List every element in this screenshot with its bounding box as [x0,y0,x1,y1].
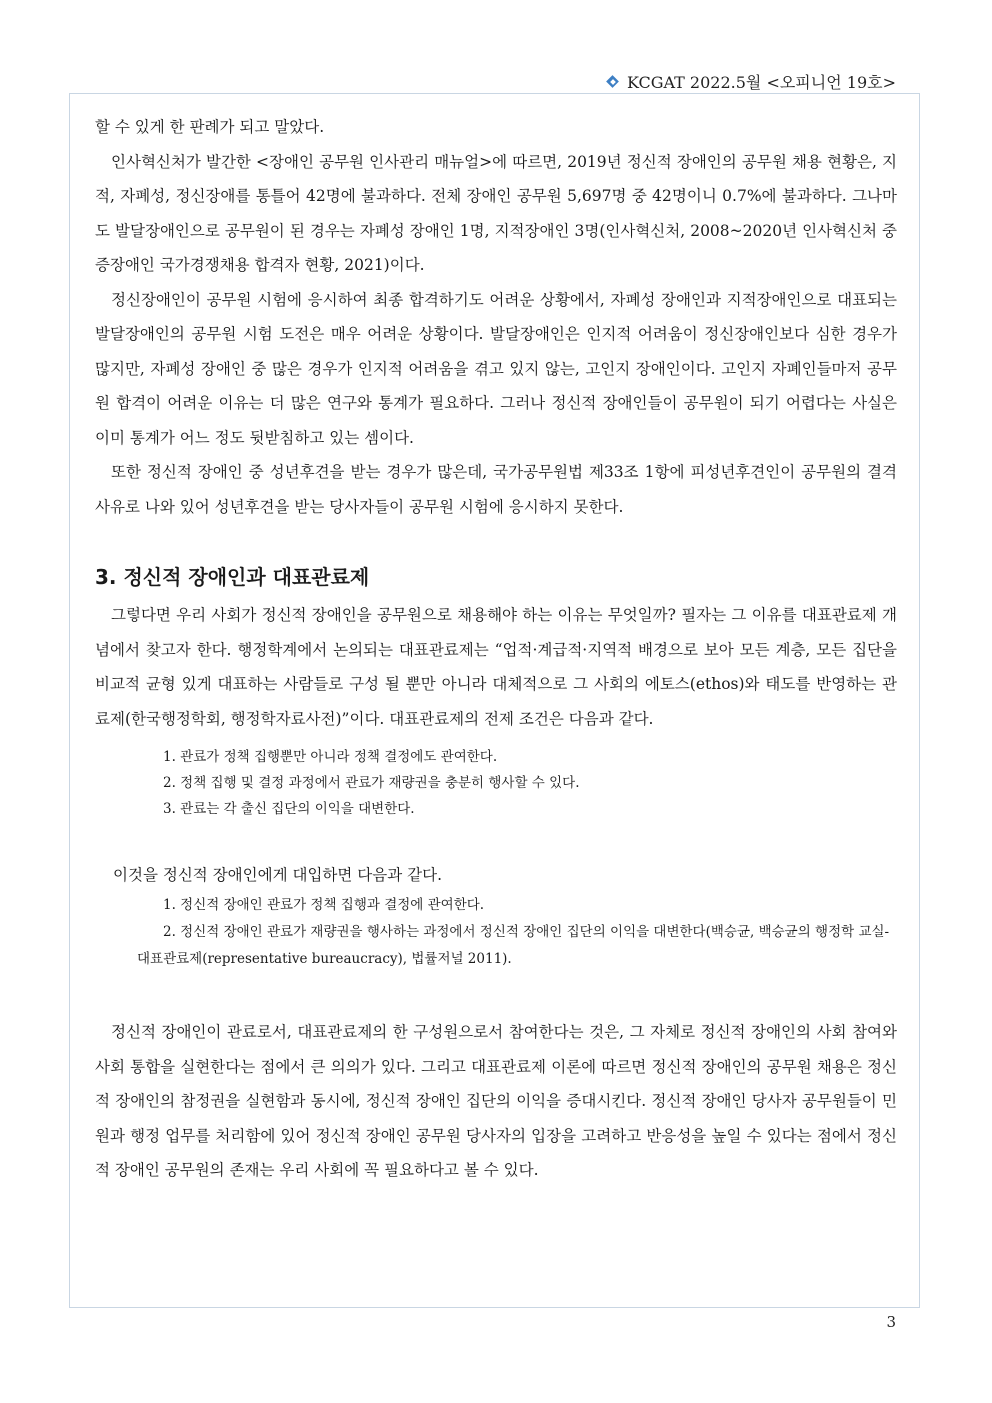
diamond-bullet-icon [607,76,619,88]
preconditions-list [95,744,897,822]
list-item: 2. 정책 집행 및 결정 과정에서 관료가 재량권을 충분히 행사할 수 있다. [163,775,580,791]
paragraph-guardianship: 또한 정신적 장애인 중 성년후견을 받는 경우가 많은데, 국가공무원법 제33조 1항에 피성년후견인이 공무원의 결격사유로 나와 있어 성년후견을 받는 당사자들이 공무원 시험에 응시하지 못한다. [95,463,897,516]
running-header [607,70,896,93]
header-text: KCGAT 2022.5월 <오피니언 19호> [626,73,896,92]
paragraph-representative-bureaucracy: 그렇다면 우리 사회가 정신적 장애인을 공무원으로 채용해야 하는 이유는 무엇일까? 필자는 그 이유를 대표관료제 개념에서 찾고자 한다. 행정학계에서 논의되는 대표관료제는 “업적·계급적·지역적 배경으로 보아 모든 계층, 모든 집단을 비교적 균형 있게 대표하는 사람들로 구성 될 뿐만 아니라 대체적으로 그 사회의 에토스(ethos)와 태도를 반영하는 관료제(한국행정학회, 행정학자료사전)”이다. 대표관료제의 전제 조건은 다음과 같다. [95,606,897,728]
paragraph-developmental-disability: 정신장애인이 공무원 시험에 응시하여 최종 합격하기도 어려운 상황에서, 자폐성 장애인과 지적장애인으로 대표되는 발달장애인의 공무원 시험 도전은 매우 어려운 상황이다. 발달장애인은 인지적 어려움이 정신장애인보다 심한 경우가 많지만, 자폐성 장애인 중 많은 경우가 인지적 어려움을 겪고 있지 않는, 고인지 장애인이다. 고인지 자폐인들마저 공무원 합격이 어려운 이유는 더 많은 연구와 통계가 필요하다. 그러나 정신적 장애인들이 공무원이 되기 어렵다는 사실은 이미 통계가 어느 정도 뒷받침하고 있는 셈이다. [95,290,897,447]
list-item: 2. 정신적 장애인 관료가 재량권을 행사하는 과정에서 정신적 장애인 집단의 이익을 대변한다(백승균, 백승균의 행정학 교실-대표관료제(representative bureaucracy), 법률저널 2011). [137,924,890,967]
paragraph-application-intro: 이것을 정신적 장애인에게 대입하면 다음과 같다. [113,866,443,884]
paragraph-conclusion: 정신적 장애인이 관료로서, 대표관료제의 한 구성원으로서 참여한다는 것은, 그 자체로 정신적 장애인의 사회 참여와 사회 통합을 실현한다는 점에서 큰 의의가 있다. 그리고 대표관료제 이론에 따르면 정신적 장애인의 공무원 채용은 정신적 장애인의 참정권을 실현함과 동시에, 정신적 장애인 집단의 이익을 증대시킨다. 정신적 장애인 당사자 공무원들이 민원과 행정 업무를 처리함에 있어 정신적 장애인 공무원 당사자의 입장을 고려하고 반응성을 높일 수 있다는 점에서 정신적 장애인 공무원의 존재는 우리 사회에 꼭 필요하다고 볼 수 있다. [95,1023,897,1179]
document-body [95,110,897,1188]
list-item: 1. 정신적 장애인 관료가 정책 집행과 결정에 관여한다. [163,897,485,913]
list-item: 1. 관료가 정책 집행뿐만 아니라 정책 결정에도 관여한다. [163,749,498,765]
paragraph-statistics: 인사혁신처가 발간한 <장애인 공무원 인사관리 매뉴얼>에 따르면, 2019년 정신적 장애인의 공무원 채용 현황은, 지적, 자폐성, 정신장애를 통틀어 42명에 불과하다. 전체 장애인 공무원 5,697명 중 42명이니 0.7%에 불과하다. 그나마도 발달장애인으로 공무원이 된 경우는 자폐성 장애인 1명, 지적장애인 3명(인사혁신처, 2008~2020년 인사혁신처 중증장애인 국가경쟁채용 합격자 현황, 2021)이다. [95,152,897,274]
list-item: 3. 관료는 각 출신 집단의 이익을 대변한다. [163,801,415,817]
page-number: 3 [886,1313,896,1331]
section-heading: 3. 정신적 장애인과 대표관료제 [95,565,370,589]
application-list [95,892,897,973]
paragraph-continuation: 할 수 있게 한 판례가 되고 말았다. [95,118,325,136]
